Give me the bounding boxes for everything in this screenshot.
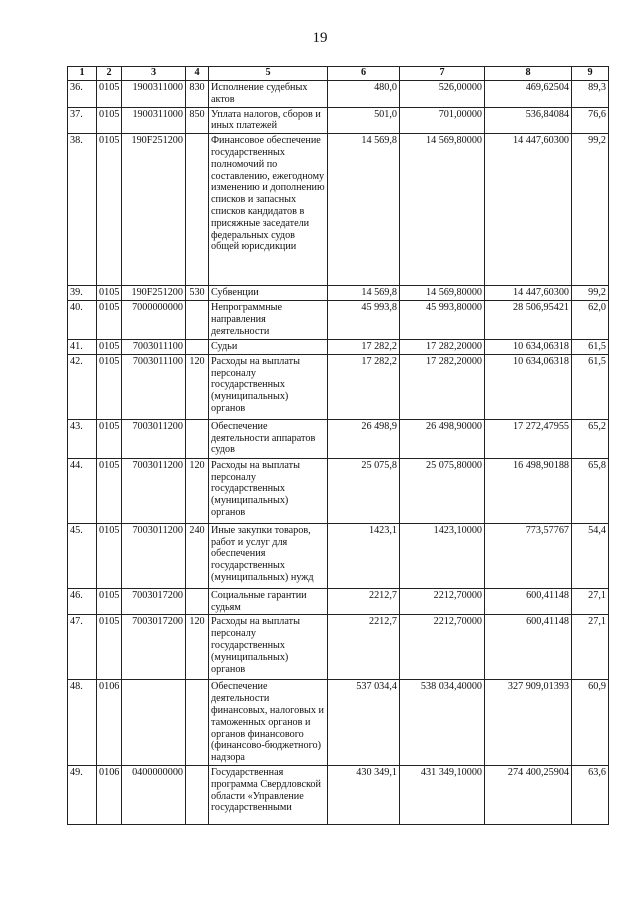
row-number: 47. [68, 615, 97, 680]
target-code: 7003017200 [122, 588, 186, 615]
execution-percent: 89,3 [572, 81, 609, 108]
revised-amount: 431 349,10000 [400, 765, 485, 824]
executed-amount: 14 447,60300 [485, 134, 572, 286]
section-code: 0105 [97, 354, 122, 419]
revised-amount: 2212,70000 [400, 588, 485, 615]
section-code: 0105 [97, 458, 122, 523]
target-code: 7003011200 [122, 458, 186, 523]
column-header-9: 9 [572, 67, 609, 81]
execution-percent: 27,1 [572, 615, 609, 680]
target-code: 7000000000 [122, 300, 186, 339]
expense-type-code: 240 [186, 523, 209, 588]
item-name: Социальные гарантии судьям [209, 588, 328, 615]
execution-percent: 60,9 [572, 680, 609, 766]
item-name: Обеспечение деятельности финансовых, налоговых и таможенных органов и органов финансового (финансово-бюджетного) надзора [209, 680, 328, 766]
planned-amount: 45 993,8 [328, 300, 400, 339]
expense-type-code: 830 [186, 81, 209, 108]
item-name: Судьи [209, 339, 328, 354]
expense-type-code: 850 [186, 107, 209, 134]
expense-type-code: 530 [186, 286, 209, 301]
execution-percent: 54,4 [572, 523, 609, 588]
revised-amount: 701,00000 [400, 107, 485, 134]
planned-amount: 480,0 [328, 81, 400, 108]
table-row [68, 286, 609, 301]
executed-amount: 274 400,25904 [485, 765, 572, 824]
row-number: 37. [68, 107, 97, 134]
target-code: 190F251200 [122, 134, 186, 286]
table-header-row [68, 67, 609, 81]
execution-percent: 62,0 [572, 300, 609, 339]
target-code: 7003011200 [122, 419, 186, 458]
executed-amount: 16 498,90188 [485, 458, 572, 523]
planned-amount: 17 282,2 [328, 354, 400, 419]
table-row [68, 523, 609, 588]
executed-amount: 10 634,06318 [485, 339, 572, 354]
planned-amount: 2212,7 [328, 615, 400, 680]
target-code: 7003011100 [122, 339, 186, 354]
column-header-4: 4 [186, 67, 209, 81]
column-header-8: 8 [485, 67, 572, 81]
section-code: 0105 [97, 339, 122, 354]
item-name: Непрограммные направления деятельности [209, 300, 328, 339]
execution-percent: 65,8 [572, 458, 609, 523]
item-name: Субвенции [209, 286, 328, 301]
table-row [68, 615, 609, 680]
row-number: 45. [68, 523, 97, 588]
expense-type-code [186, 419, 209, 458]
section-code: 0105 [97, 523, 122, 588]
section-code: 0105 [97, 134, 122, 286]
item-name: Финансовое обеспечение государственных полномочий по составлению, ежегодному изменению и дополнению списков и запасных списков кандидатов в присяжные заседатели федеральных судов общей юрисдикции [209, 134, 328, 286]
row-number: 46. [68, 588, 97, 615]
item-name: Исполнение судебных актов [209, 81, 328, 108]
target-code: 1900311000 [122, 81, 186, 108]
target-code: 7003011200 [122, 523, 186, 588]
planned-amount: 2212,7 [328, 588, 400, 615]
target-code: 1900311000 [122, 107, 186, 134]
table-row [68, 680, 609, 766]
target-code: 7003017200 [122, 615, 186, 680]
section-code: 0105 [97, 588, 122, 615]
revised-amount: 538 034,40000 [400, 680, 485, 766]
executed-amount: 600,41148 [485, 615, 572, 680]
expense-type-code: 120 [186, 615, 209, 680]
expense-type-code [186, 300, 209, 339]
target-code [122, 680, 186, 766]
revised-amount: 14 569,80000 [400, 134, 485, 286]
expense-type-code: 120 [186, 354, 209, 419]
column-header-5: 5 [209, 67, 328, 81]
execution-percent: 63,6 [572, 765, 609, 824]
planned-amount: 501,0 [328, 107, 400, 134]
revised-amount: 45 993,80000 [400, 300, 485, 339]
item-name: Уплата налогов, сборов и иных платежей [209, 107, 328, 134]
revised-amount: 26 498,90000 [400, 419, 485, 458]
table-row [68, 300, 609, 339]
planned-amount: 14 569,8 [328, 286, 400, 301]
item-name: Обеспечение деятельности аппаратов судов [209, 419, 328, 458]
expense-type-code: 120 [186, 458, 209, 523]
target-code: 7003011100 [122, 354, 186, 419]
table-row [68, 765, 609, 824]
section-code: 0105 [97, 286, 122, 301]
section-code: 0105 [97, 81, 122, 108]
budget-table [67, 66, 609, 825]
executed-amount: 600,41148 [485, 588, 572, 615]
planned-amount: 1423,1 [328, 523, 400, 588]
row-number: 36. [68, 81, 97, 108]
row-number: 49. [68, 765, 97, 824]
table-row [68, 458, 609, 523]
item-name: Иные закупки товаров, работ и услуг для обеспечения государственных (муниципальных) нужд [209, 523, 328, 588]
expense-type-code [186, 588, 209, 615]
column-header-6: 6 [328, 67, 400, 81]
item-name: Расходы на выплаты персоналу государственных (муниципальных) органов [209, 458, 328, 523]
revised-amount: 17 282,20000 [400, 339, 485, 354]
item-name: Государственная программа Свердловской области «Управление государственными [209, 765, 328, 824]
executed-amount: 14 447,60300 [485, 286, 572, 301]
expense-type-code [186, 339, 209, 354]
column-header-3: 3 [122, 67, 186, 81]
execution-percent: 61,5 [572, 354, 609, 419]
planned-amount: 25 075,8 [328, 458, 400, 523]
row-number: 39. [68, 286, 97, 301]
execution-percent: 65,2 [572, 419, 609, 458]
row-number: 40. [68, 300, 97, 339]
executed-amount: 536,84084 [485, 107, 572, 134]
table-row [68, 339, 609, 354]
column-header-7: 7 [400, 67, 485, 81]
execution-percent: 99,2 [572, 286, 609, 301]
target-code: 190F251200 [122, 286, 186, 301]
section-code: 0106 [97, 680, 122, 766]
revised-amount: 526,00000 [400, 81, 485, 108]
target-code: 0400000000 [122, 765, 186, 824]
executed-amount: 17 272,47955 [485, 419, 572, 458]
execution-percent: 99,2 [572, 134, 609, 286]
section-code: 0105 [97, 419, 122, 458]
section-code: 0105 [97, 107, 122, 134]
planned-amount: 14 569,8 [328, 134, 400, 286]
row-number: 38. [68, 134, 97, 286]
row-number: 41. [68, 339, 97, 354]
expense-type-code [186, 765, 209, 824]
execution-percent: 76,6 [572, 107, 609, 134]
column-header-1: 1 [68, 67, 97, 81]
expense-type-code [186, 134, 209, 286]
revised-amount: 1423,10000 [400, 523, 485, 588]
executed-amount: 327 909,01393 [485, 680, 572, 766]
executed-amount: 28 506,95421 [485, 300, 572, 339]
column-header-2: 2 [97, 67, 122, 81]
executed-amount: 773,57767 [485, 523, 572, 588]
planned-amount: 17 282,2 [328, 339, 400, 354]
page-number: 19 [312, 30, 328, 46]
revised-amount: 14 569,80000 [400, 286, 485, 301]
revised-amount: 2212,70000 [400, 615, 485, 680]
table-row [68, 588, 609, 615]
revised-amount: 25 075,80000 [400, 458, 485, 523]
section-code: 0106 [97, 765, 122, 824]
revised-amount: 17 282,20000 [400, 354, 485, 419]
planned-amount: 430 349,1 [328, 765, 400, 824]
executed-amount: 10 634,06318 [485, 354, 572, 419]
row-number: 48. [68, 680, 97, 766]
executed-amount: 469,62504 [485, 81, 572, 108]
row-number: 43. [68, 419, 97, 458]
expense-type-code [186, 680, 209, 766]
table-row [68, 354, 609, 419]
section-code: 0105 [97, 615, 122, 680]
planned-amount: 26 498,9 [328, 419, 400, 458]
planned-amount: 537 034,4 [328, 680, 400, 766]
table-row [68, 107, 609, 134]
row-number: 42. [68, 354, 97, 419]
table-row [68, 134, 609, 286]
execution-percent: 61,5 [572, 339, 609, 354]
section-code: 0105 [97, 300, 122, 339]
table-row [68, 81, 609, 108]
table-row [68, 419, 609, 458]
item-name: Расходы на выплаты персоналу государственных (муниципальных) органов [209, 615, 328, 680]
item-name: Расходы на выплаты персоналу государственных (муниципальных) органов [209, 354, 328, 419]
execution-percent: 27,1 [572, 588, 609, 615]
row-number: 44. [68, 458, 97, 523]
